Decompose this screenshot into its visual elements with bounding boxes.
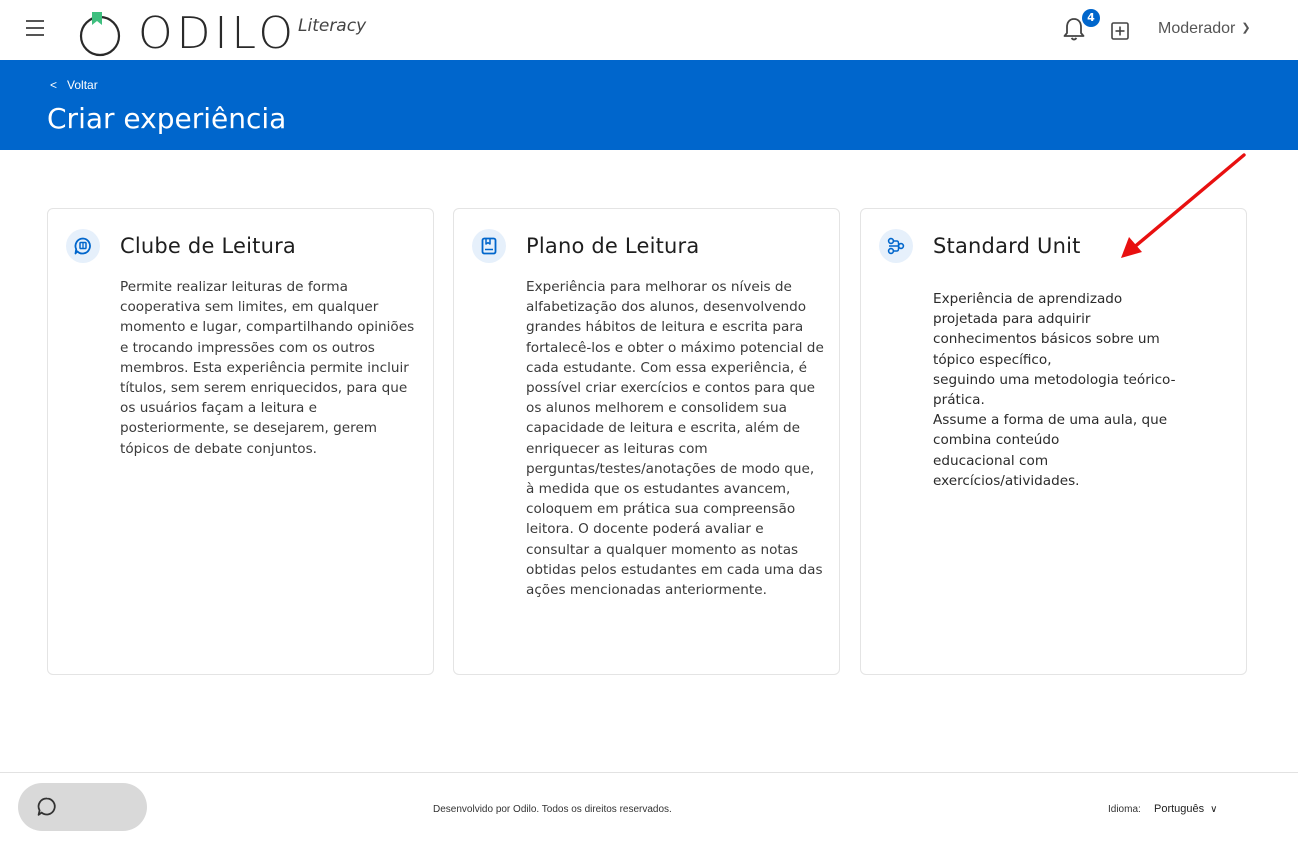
user-role-label: Moderador — [1158, 20, 1236, 37]
logo-wordmark: ODILO — [138, 8, 298, 59]
language-label: Idioma: — [1108, 804, 1141, 815]
card-title: Standard Unit — [933, 234, 1081, 258]
chat-bubble-icon — [36, 796, 58, 818]
page-footer — [0, 772, 1298, 844]
chat-book-icon — [66, 229, 100, 263]
user-menu-dropdown[interactable] — [1158, 20, 1251, 38]
experience-card-plano-de-leitura[interactable] — [453, 208, 840, 675]
hamburger-menu-icon[interactable] — [26, 20, 44, 36]
experience-card-standard-unit[interactable] — [860, 208, 1247, 675]
copyright-text: Desenvolvido por Odilo. Todos os direitos reservados. — [433, 804, 672, 815]
card-description: Permite realizar leituras de forma cooperativa sem limites, em qualquer momento e lugar, compartilhando opiniões e trocando impressões com os outros membros. Esta experiência permite incluir títulos, sem serem enriquecidos, para que os usuários façam a leitura e posteriormente, se desejarem, gerem tópicos de debate conjuntos. — [120, 279, 415, 457]
language-value: Português — [1154, 803, 1205, 815]
add-plus-square-icon[interactable] — [1111, 22, 1129, 40]
back-link[interactable] — [50, 78, 98, 92]
chevron-down-icon: ∨ — [1210, 804, 1218, 815]
logo-ring-icon — [72, 8, 132, 58]
logo-subtitle: Literacy — [298, 16, 367, 36]
chat-support-button[interactable] — [18, 783, 147, 831]
card-description: Experiência para melhorar os níveis de alfabetização dos alunos, desenvolvendo grandes hábitos de leitura e escrita para fortalecê-los e obter o máximo potencial de cada estudante. Com essa experiência, é possível criar exercícios e contos para que os alunos melhorem e consolidem sua capacidade de leitura e escrita, além de enriquecer as leituras com perguntas/testes/anotações de modo que, à medida que os estudantes avancem, coloquem em prática sua compreensão leitora. O docente poderá avaliar e consultar a qualquer momento as notas obtidas pelos estudantes em cada uma das ações mencionadas anteriormente. — [526, 279, 824, 599]
back-label: Voltar — [67, 78, 98, 92]
page-title: Criar experiência — [47, 102, 287, 135]
notification-count-badge: 4 — [1082, 9, 1100, 27]
card-title: Plano de Leitura — [526, 234, 700, 258]
card-description: Experiência de aprendizado projetada para adquirir conhecimentos básicos sobre um tópico específico, seguindo uma metodologia teórico- prática. Assume a forma de uma aula, que combina conteúdo educacional com exercícios/atividades. — [933, 291, 1176, 489]
chevron-down-icon: ❯ — [1241, 22, 1251, 34]
chevron-left-icon: < — [50, 78, 58, 92]
experience-card-clube-de-leitura[interactable] — [47, 208, 434, 675]
top-navigation-bar — [0, 0, 1298, 60]
language-select[interactable] — [1154, 803, 1217, 815]
network-nodes-icon — [879, 229, 913, 263]
card-title: Clube de Leitura — [120, 234, 296, 258]
book-icon — [472, 229, 506, 263]
page-header-band — [0, 60, 1298, 150]
annotation-arrow-icon — [1112, 150, 1262, 265]
